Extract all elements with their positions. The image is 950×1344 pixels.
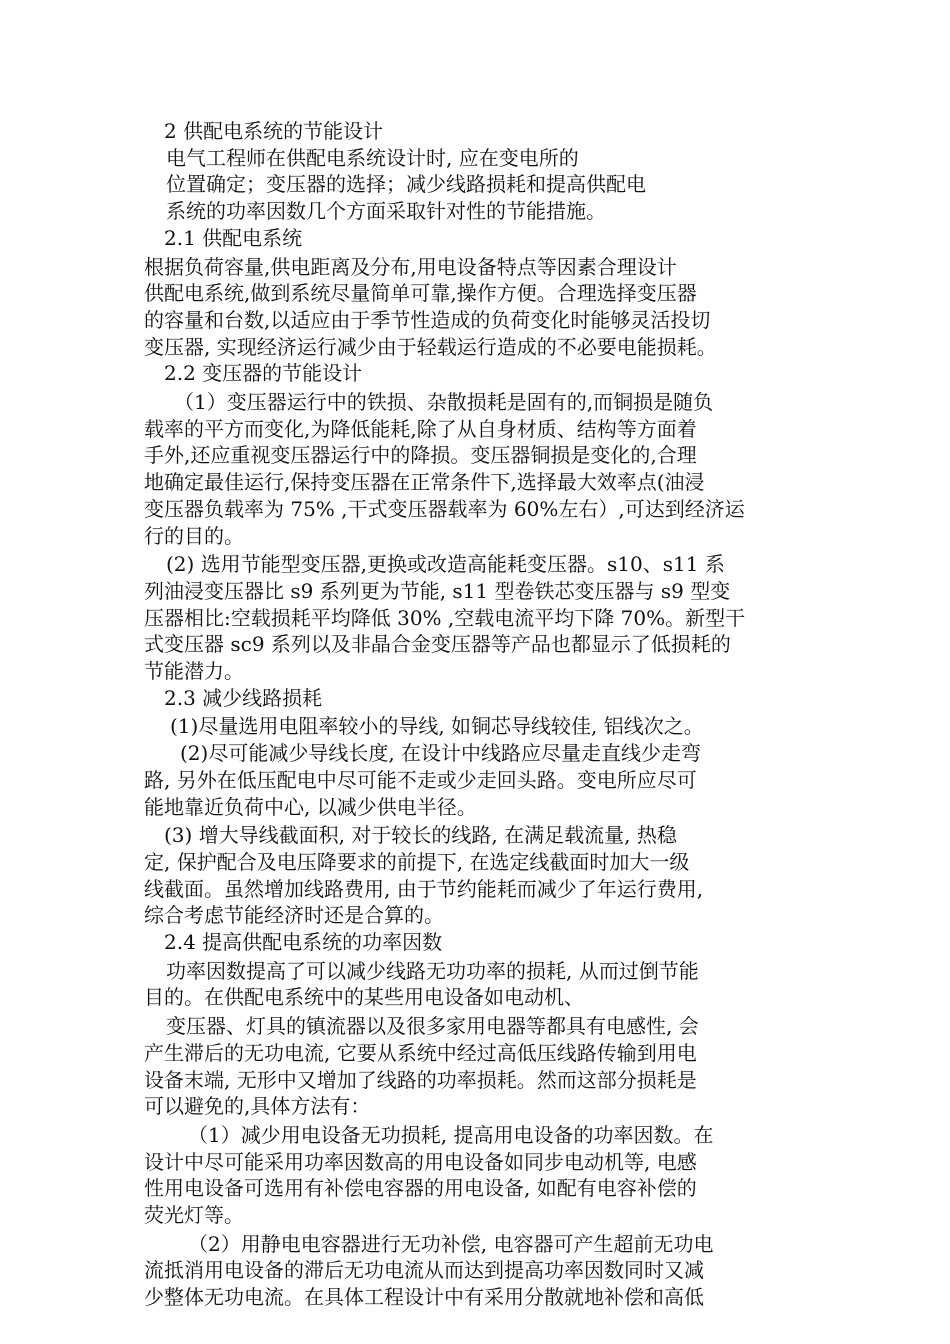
text-line: 荧光灯等。 bbox=[144, 1203, 244, 1227]
text-line: 变压器, 实现经济运行减少由于轻载运行造成的不必要电能损耗。 bbox=[144, 335, 717, 359]
text-line: 路, 另外在低压配电中尽可能不走或少走回头路。变电所应尽可 bbox=[144, 768, 697, 792]
text-line: 2.1 供配电系统 bbox=[164, 226, 303, 250]
text-line: （1）变压器运行中的铁损、杂散损耗是固有的,而铜损是随负 bbox=[174, 390, 714, 414]
text-line: 定, 保护配合及电压降要求的前提下, 在选定线截面时加大一级 bbox=[144, 850, 690, 874]
text-line: 产生滞后的无功电流, 它要从系统中经过高低压线路传输到用电 bbox=[144, 1041, 697, 1065]
text-line: 2.3 减少线路损耗 bbox=[164, 686, 323, 710]
text-line: 地确定最佳运行,保持变压器在正常条件下,选择最大效率点(油浸 bbox=[144, 470, 705, 494]
text-line: 流抵消用电设备的滞后无功电流从而达到提高功率因数同时又减 bbox=[144, 1258, 704, 1282]
text-line: 位置确定；变压器的选择；减少线路损耗和提高供配电 bbox=[166, 172, 646, 196]
text-line: 综合考虑节能经济时还是合算的。 bbox=[144, 903, 444, 927]
text-line: 可以避免的,具体方法有： bbox=[144, 1094, 371, 1118]
text-line: 少整体无功电流。在具体工程设计中有采用分散就地补偿和高低 bbox=[144, 1285, 704, 1309]
text-line: 线截面。虽然增加线路费用, 由于节约能耗而减少了年运行费用, bbox=[144, 877, 704, 901]
text-line: （1）减少用电设备无功损耗, 提高用电设备的功率因数。在 bbox=[188, 1123, 714, 1147]
text-line: 2 供配电系统的节能设计 bbox=[164, 119, 384, 143]
text-line: 节能潜力。 bbox=[144, 659, 244, 683]
text-line: 2.2 变压器的节能设计 bbox=[164, 361, 363, 385]
text-line: 能地靠近负荷中心, 以减少供电半径。 bbox=[144, 795, 477, 819]
text-line: 式变压器 sc9 系列以及非晶合金变压器等产品也都显示了低损耗的 bbox=[144, 632, 731, 656]
text-line: 手外,还应重视变压器运行中的降损。变压器铜损是变化的,合理 bbox=[144, 443, 697, 467]
text-line: 根据负荷容量,供电距离及分布,用电设备特点等因素合理设计 bbox=[144, 255, 677, 279]
text-line: 设计中尽可能采用功率因数高的用电设备如同步电动机等, 电感 bbox=[144, 1150, 697, 1174]
text-line: 列油浸变压器比 s9 系列更为节能, s11 型卷铁芯变压器与 s9 型变 bbox=[144, 579, 731, 603]
text-line: (2) 选用节能型变压器,更换或改造高能耗变压器。s10、s11 系 bbox=[166, 552, 725, 576]
text-line: 载率的平方而变化,为降低能耗,除了从自身材质、结构等方面着 bbox=[144, 417, 697, 441]
text-line: 系统的功率因数几个方面采取针对性的节能措施。 bbox=[166, 199, 606, 223]
text-line: (3) 增大导线截面积, 对于较长的线路, 在满足载流量, 热稳 bbox=[164, 823, 677, 847]
text-line: 设备末端, 无形中又增加了线路的功率损耗。然而这部分损耗是 bbox=[144, 1068, 697, 1092]
text-line: 电气工程师在供配电系统设计时, 应在变电所的 bbox=[166, 146, 579, 170]
text-line: 的容量和台数,以适应由于季节性造成的负荷变化时能够灵活投切 bbox=[144, 308, 711, 332]
text-line: (1)尽量选用电阻率较小的导线, 如铜芯导线较佳, 铝线次之。 bbox=[170, 714, 704, 738]
text-line: 压器相比:空载损耗平均降低 30% ,空载电流平均下降 70%。新型干 bbox=[144, 606, 746, 630]
text-line: 变压器、灯具的镇流器以及很多家用电器等都具有电感性, 会 bbox=[166, 1014, 699, 1038]
text-line: 功率因数提高了可以减少线路无功功率的损耗, 从而过倒节能 bbox=[166, 959, 699, 983]
text-line: 2.4 提高供配电系统的功率因数 bbox=[164, 930, 443, 954]
text-line: （2）用静电电容器进行无功补偿, 电容器可产生超前无功电 bbox=[188, 1232, 714, 1256]
text-line: 行的目的。 bbox=[144, 524, 244, 548]
text-line: 变压器负载率为 75% ,干式变压器载率为 60%左右）,可达到经济运 bbox=[144, 497, 745, 521]
text-line: 性用电设备可选用有补偿电容器的用电设备, 如配有电容补偿的 bbox=[144, 1176, 697, 1200]
text-line: 目的。在供配电系统中的某些用电设备如电动机、 bbox=[144, 985, 584, 1009]
text-line: (2)尽可能减少导线长度, 在设计中线路应尽量走直线少走弯 bbox=[180, 741, 702, 765]
text-line: 供配电系统,做到系统尽量简单可靠,操作方便。合理选择变压器 bbox=[144, 281, 697, 305]
